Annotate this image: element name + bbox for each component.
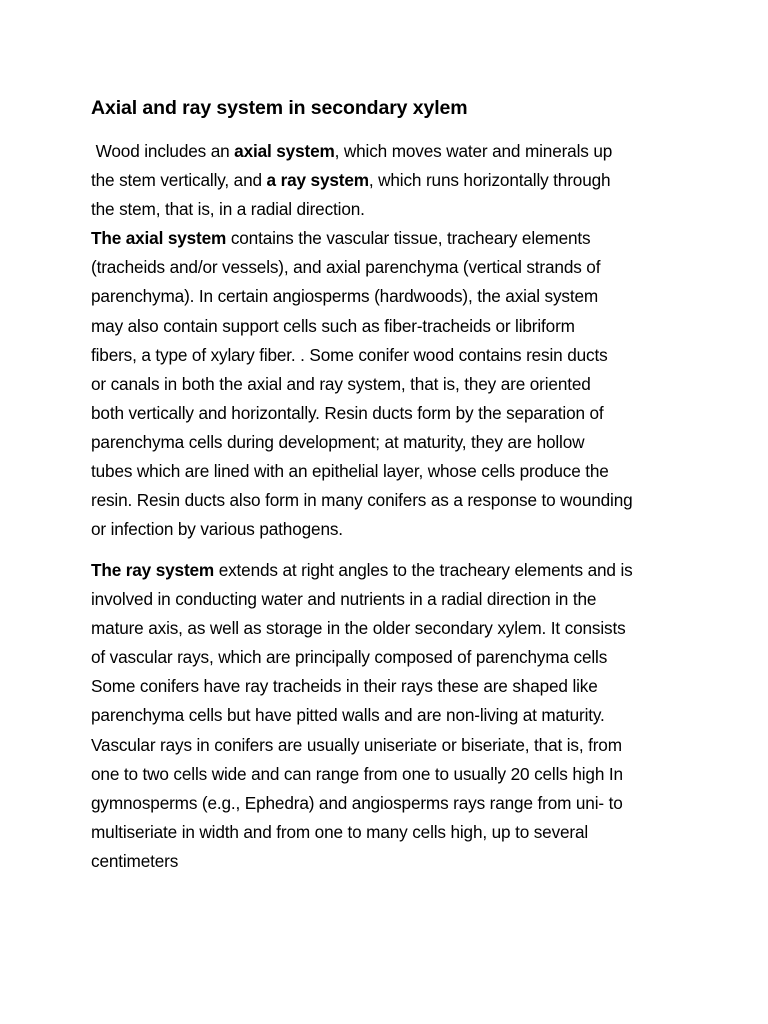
text-line: parenchyma). In certain angiosperms (hardwoods), the axial system (91, 286, 599, 307)
bold-term: a ray system (266, 170, 369, 191)
paragraph-axial-system (91, 137, 691, 544)
bold-term: The axial system (91, 228, 227, 249)
text-line: resin. Resin ducts also form in many conifers as a response to wounding (91, 490, 633, 511)
text-line (91, 556, 691, 585)
text-line: (tracheids and/or vessels), and axial parenchyma (vertical strands of (91, 257, 601, 278)
document-heading: Axial and ray system in secondary xylem (91, 97, 468, 119)
text-run: contains the vascular tissue, tracheary elements (226, 228, 591, 249)
text-line: the stem, that is, in a radial direction. (91, 199, 365, 220)
text-line (91, 224, 691, 253)
text-line (91, 137, 691, 166)
text-line: or canals in both the axial and ray system, that is, they are oriented (91, 373, 591, 394)
text-run: , which runs horizontally through (368, 170, 611, 191)
text-line: involved in conducting water and nutrients in a radial direction in the (91, 589, 597, 610)
text-run: extends at right angles to the tracheary elements and is (214, 560, 633, 580)
text-line: both vertically and horizontally. Resin ducts form by the separation of (91, 402, 604, 423)
text-line (91, 166, 691, 195)
text-run: , which moves water and minerals up (334, 141, 613, 161)
paragraph-ray-system (91, 556, 691, 876)
text-line: Vascular rays in conifers are usually uniseriate or biseriate, that is, from (91, 734, 622, 755)
text-line: tubes which are lined with an epithelial layer, whose cells produce the (91, 461, 609, 482)
text-line: multiseriate in width and from one to many cells high, up to several (91, 821, 589, 842)
text-line: parenchyma cells but have pitted walls and are non-living at maturity. (91, 705, 605, 726)
text-line: gymnosperms (e.g., Ephedra) and angiosperms rays range from uni- to (91, 792, 623, 813)
bold-term: The ray system (91, 560, 215, 580)
text-line: of vascular rays, which are principally composed of parenchyma cells (91, 647, 608, 668)
text-run: Wood includes an (91, 141, 235, 161)
text-line: mature axis, as well as storage in the older secondary xylem. It consists (91, 618, 626, 639)
text-line: fibers, a type of xylary fiber. . Some conifer wood contains resin ducts (91, 344, 608, 365)
text-line: or infection by various pathogens. (91, 519, 343, 540)
text-line: parenchyma cells during development; at maturity, they are hollow (91, 431, 585, 452)
text-line: may also contain support cells such as fiber-tracheids or libriform (91, 315, 575, 336)
text-line: one to two cells wide and can range from one to usually 20 cells high In (91, 763, 623, 784)
bold-term: axial system (234, 141, 335, 161)
text-line: Some conifers have ray tracheids in their rays these are shaped like (91, 676, 598, 697)
text-run: the stem vertically, and (91, 170, 267, 191)
text-line: centimeters (91, 850, 179, 871)
